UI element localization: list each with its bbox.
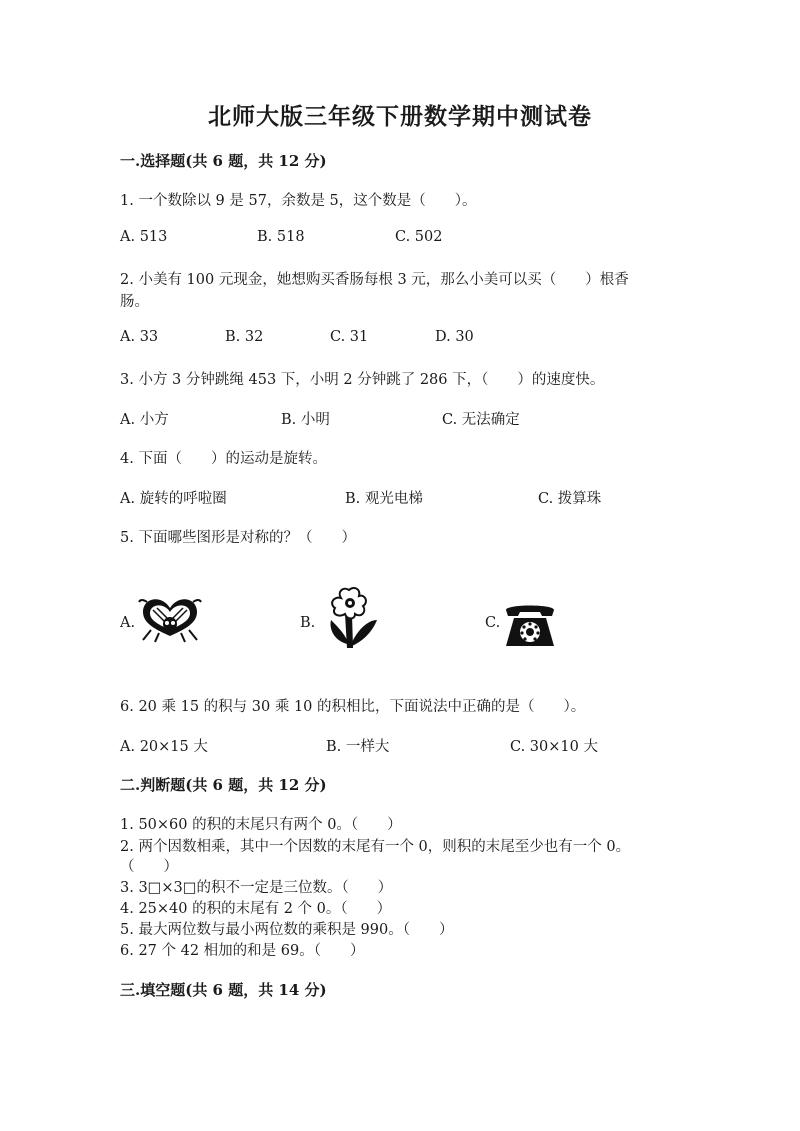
option-2c: C. 31 xyxy=(330,329,369,345)
question-2-line1: 2. 小美有 100 元现金，她想购买香肠每根 3 元，那么小美可以买（ ）根香 xyxy=(120,272,629,288)
question-3: 3. 小方 3 分钟跳绳 453 下，小明 2 分钟跳了 286 下，（ ）的速度快。 xyxy=(120,372,605,388)
judge-item-6: 6. 27 个 42 相加的和是 69。（ ） xyxy=(120,943,365,959)
option-1b: B. 518 xyxy=(257,229,305,245)
option-2d: D. 30 xyxy=(435,329,474,345)
flower-icon xyxy=(323,584,381,650)
option-4a: A. 旋转的呼啦圈 xyxy=(120,491,227,507)
telephone-icon xyxy=(502,602,558,650)
section-heading-judge: 二.判断题(共 6 题，共 12 分) xyxy=(120,776,327,794)
question-2-line2: 肠。 xyxy=(120,294,149,310)
option-1c: C. 502 xyxy=(395,229,443,245)
option-3a: A. 小方 xyxy=(120,412,169,428)
option-5b: B. xyxy=(300,615,316,631)
option-1a: A. 513 xyxy=(120,229,168,245)
question-1: 1. 一个数除以 9 是 57，余数是 5，这个数是（ ）。 xyxy=(120,193,477,209)
page-title: 北师大版三年级下册数学期中测试卷 xyxy=(208,103,592,130)
option-4c: C. 拨算珠 xyxy=(538,491,602,507)
judge-item-3: 3. 3□×3□的积不一定是三位数。（ ） xyxy=(120,880,393,896)
option-4b: B. 观光电梯 xyxy=(345,491,423,507)
question-4: 4. 下面（ ）的运动是旋转。 xyxy=(120,451,327,467)
section-heading-fill: 三.填空题(共 6 题，共 14 分) xyxy=(120,981,327,999)
bug-icon xyxy=(137,596,203,644)
option-2a: A. 33 xyxy=(120,329,159,345)
option-3b: B. 小明 xyxy=(281,412,330,428)
judge-item-5: 5. 最大两位数与最小两位数的乘积是 990。（ ） xyxy=(120,922,454,938)
section-heading-choice: 一.选择题(共 6 题，共 12 分) xyxy=(120,152,327,170)
option-6c: C. 30×10 大 xyxy=(510,739,598,755)
question-5: 5. 下面哪些图形是对称的？（ ） xyxy=(120,530,356,546)
option-3c: C. 无法确定 xyxy=(442,412,520,428)
option-6b: B. 一样大 xyxy=(326,739,390,755)
judge-item-2-blank: （ ） xyxy=(120,859,178,875)
option-5a: A. xyxy=(120,615,136,631)
judge-item-1: 1. 50×60 的积的末尾只有两个 0。（ ） xyxy=(120,817,402,833)
option-5c: C. xyxy=(485,615,501,631)
judge-item-4: 4. 25×40 的积的末尾有 2 个 0。（ ） xyxy=(120,901,392,917)
option-2b: B. 32 xyxy=(225,329,264,345)
question-6: 6. 20 乘 15 的积与 30 乘 10 的积相比，下面说法中正确的是（ ）。 xyxy=(120,699,586,715)
option-6a: A. 20×15 大 xyxy=(120,739,208,755)
judge-item-2: 2. 两个因数相乘，其中一个因数的末尾有一个 0，则积的末尾至少也有一个 0。 xyxy=(120,839,631,855)
